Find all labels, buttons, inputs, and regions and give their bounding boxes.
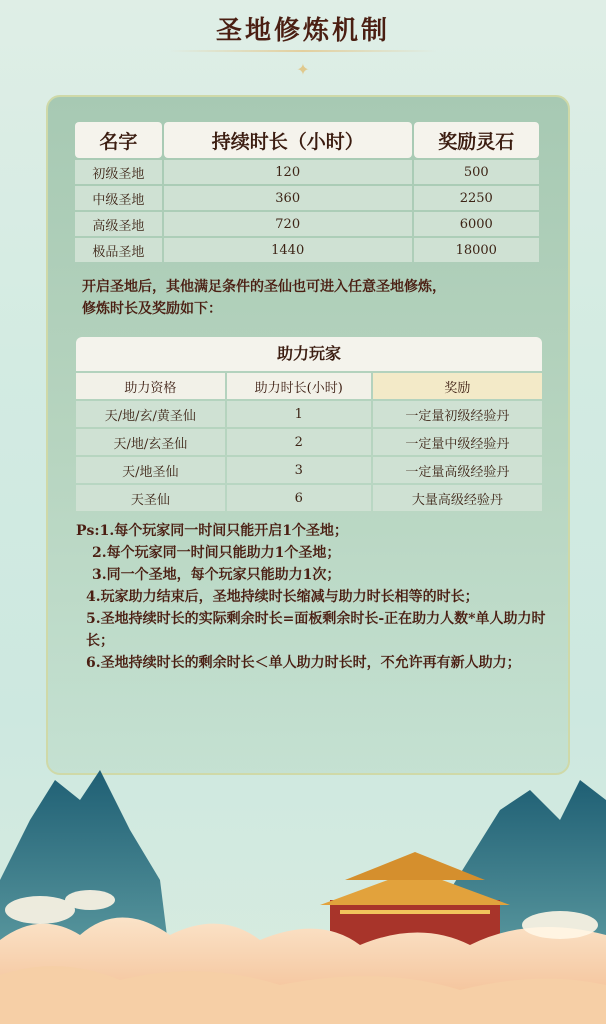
description-line: 修炼时长及奖励如下： bbox=[82, 301, 222, 317]
notes-section bbox=[76, 520, 546, 674]
table-cell: 一定量初级经验丹 bbox=[373, 401, 542, 427]
description-line: 开启圣地后，其他满足条件的圣仙也可进入任意圣地修炼， bbox=[82, 279, 446, 295]
assist-table-title: 助力玩家 bbox=[76, 337, 542, 371]
table-cell: 天圣仙 bbox=[76, 485, 225, 511]
column-header-reward: 奖励 bbox=[373, 373, 542, 399]
table-cell: 天/地/玄/黄圣仙 bbox=[76, 401, 225, 427]
landscape-illustration bbox=[0, 760, 606, 1024]
column-header-qualification: 助力资格 bbox=[76, 373, 225, 399]
page-title: 圣地修炼机制 bbox=[215, 16, 390, 46]
table-row bbox=[76, 485, 542, 511]
holy-land-table bbox=[73, 120, 541, 264]
table-cell: 极品圣地 bbox=[75, 238, 162, 262]
table-row bbox=[75, 212, 539, 236]
table-cell: 18000 bbox=[414, 238, 539, 262]
note-line: 6.圣地持续时长的剩余时长＜单人助力时长时，不允许再有新人助力； bbox=[86, 655, 521, 671]
table-cell: 500 bbox=[414, 160, 539, 184]
table-cell: 天/地圣仙 bbox=[76, 457, 225, 483]
note-line: 2.每个玩家同一时间只能助力1个圣地； bbox=[92, 545, 341, 561]
table-cell: 6000 bbox=[414, 212, 539, 236]
title-divider bbox=[170, 50, 436, 52]
table-header-row bbox=[75, 122, 539, 158]
note-line: 5.圣地持续时长的实际剩余时长=面板剩余时长-正在助力人数*单人助力时长； bbox=[86, 611, 546, 649]
table-row bbox=[75, 238, 539, 262]
title-bar bbox=[0, 0, 606, 79]
column-header-name: 名字 bbox=[75, 122, 162, 158]
table-cell: 一定量中级经验丹 bbox=[373, 429, 542, 455]
table-cell: 2 bbox=[227, 429, 371, 455]
table-cell: 120 bbox=[164, 160, 412, 184]
table-cell: 360 bbox=[164, 186, 412, 210]
table-row bbox=[76, 429, 542, 455]
table-cell: 初级圣地 bbox=[75, 160, 162, 184]
table-cell: 一定量高级经验丹 bbox=[373, 457, 542, 483]
table-cell: 720 bbox=[164, 212, 412, 236]
note-line: 3.同一个圣地，每个玩家只能助力1次； bbox=[92, 567, 341, 583]
note-line: 4.玩家助力结束后，圣地持续时长缩减与助力时长相等的时长； bbox=[86, 589, 479, 605]
table-row bbox=[75, 160, 539, 184]
table-cell: 6 bbox=[227, 485, 371, 511]
column-header-assist-duration: 助力时长(小时) bbox=[227, 373, 371, 399]
table-cell: 1 bbox=[227, 401, 371, 427]
table-cell: 2250 bbox=[414, 186, 539, 210]
table-cell: 大量高级经验丹 bbox=[373, 485, 542, 511]
assist-table bbox=[74, 371, 544, 513]
ornament-icon: ✦ bbox=[296, 60, 310, 79]
table-row bbox=[75, 186, 539, 210]
table-cell: 天/地/玄圣仙 bbox=[76, 429, 225, 455]
table-row bbox=[76, 457, 542, 483]
table-cell: 高级圣地 bbox=[75, 212, 162, 236]
table-header-row bbox=[76, 373, 542, 399]
note-line: Ps:1.每个玩家同一时间只能开启1个圣地； bbox=[76, 523, 348, 539]
table-cell: 中级圣地 bbox=[75, 186, 162, 210]
column-header-reward: 奖励灵石 bbox=[414, 122, 539, 158]
table-row bbox=[76, 401, 542, 427]
table-cell: 3 bbox=[227, 457, 371, 483]
column-header-duration: 持续时长（小时） bbox=[164, 122, 412, 158]
table-cell: 1440 bbox=[164, 238, 412, 262]
description-text bbox=[82, 276, 542, 320]
